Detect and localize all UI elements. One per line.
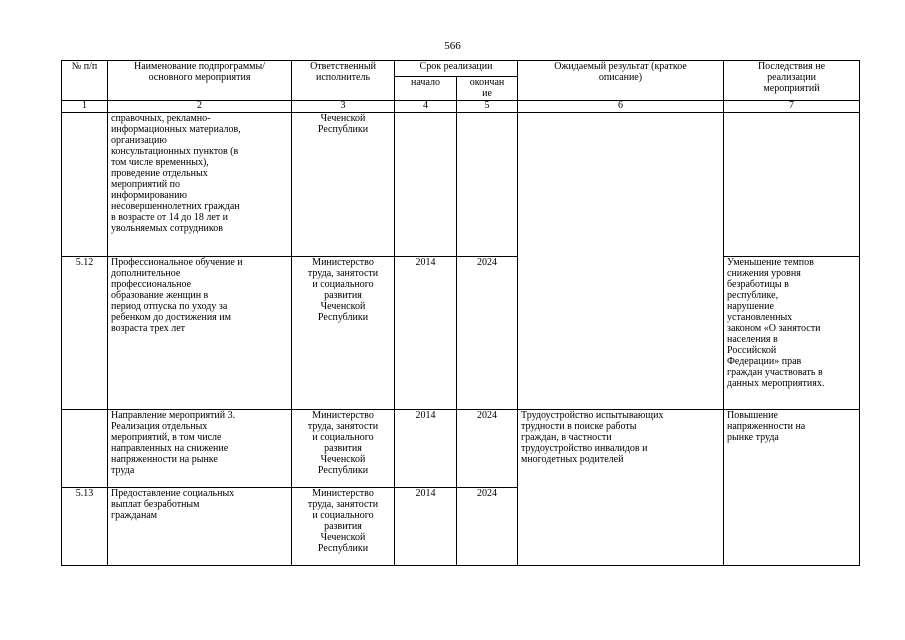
header-start: начало bbox=[395, 77, 457, 101]
page-number: 566 bbox=[444, 40, 461, 52]
row-consequences: Уменьшение темпов снижения уровня безработицы в республике, нарушение установленных законом «О занятости населения в Российской Федерации» прав граждан участвовать в данных мероприятиях. bbox=[724, 257, 860, 410]
row-executor: Чеченской Республики bbox=[292, 113, 395, 257]
row-executor: Министерство труда, занятости и социального развития Чеченской Республики bbox=[292, 488, 395, 566]
row-num: 5.13 bbox=[62, 488, 108, 566]
column-number: 2 bbox=[108, 101, 292, 113]
column-number: 1 bbox=[62, 101, 108, 113]
row-end: 2024 bbox=[457, 488, 518, 566]
row-end: 2024 bbox=[457, 257, 518, 410]
column-number: 4 bbox=[395, 101, 457, 113]
row-result: Трудоустройство испытывающих трудности в поиске работы граждан, в частности трудоустройство инвалидов и многодетных родителей bbox=[518, 410, 724, 566]
row-end bbox=[457, 113, 518, 257]
row-num bbox=[62, 410, 108, 488]
row-start bbox=[395, 113, 457, 257]
table-row bbox=[62, 257, 860, 410]
row-name: Профессиональное обучение и дополнительное профессиональное образование женщин в период отпуска по уходу за ребенком до достижения им возраста трех лет bbox=[108, 257, 292, 410]
header-consequences: Последствия не реализации мероприятий bbox=[724, 61, 860, 101]
row-name: Предоставление социальных выплат безработным гражданам bbox=[108, 488, 292, 566]
row-start: 2014 bbox=[395, 488, 457, 566]
column-number: 7 bbox=[724, 101, 860, 113]
header-num: № п/п bbox=[62, 61, 108, 101]
header-period: Срок реализации bbox=[395, 61, 518, 77]
table-row bbox=[62, 410, 860, 488]
column-number: 5 bbox=[457, 101, 518, 113]
header-name: Наименование подпрограммы/ основного мероприятия bbox=[108, 61, 292, 101]
column-number-row bbox=[62, 101, 860, 113]
row-name: справочных, рекламно- информационных материалов, организацию консультационных пунктов (в том числе временных), проведение отдельных мероприятий по информированию несовершеннолетних граждан в возрасте от 14 до 18 лет и увольняемых сотрудников bbox=[108, 113, 292, 257]
row-start: 2014 bbox=[395, 257, 457, 410]
table-row bbox=[62, 113, 860, 257]
header-result: Ожидаемый результат (краткое описание) bbox=[518, 61, 724, 101]
row-consequences: Повышение напряженности на рынке труда bbox=[724, 410, 860, 566]
header-end: окончан ие bbox=[457, 77, 518, 101]
header-executor: Ответственный исполнитель bbox=[292, 61, 395, 101]
row-num: 5.12 bbox=[62, 257, 108, 410]
row-executor: Министерство труда, занятости и социального развития Чеченской Республики bbox=[292, 410, 395, 488]
row-name: Направление мероприятий 3. Реализация отдельных мероприятий, в том числе направленных на снижение напряженности на рынке труда bbox=[108, 410, 292, 488]
row-consequences-empty bbox=[724, 113, 860, 257]
row-executor: Министерство труда, занятости и социального развития Чеченской Республики bbox=[292, 257, 395, 410]
program-table bbox=[61, 60, 860, 566]
column-number: 6 bbox=[518, 101, 724, 113]
row-end: 2024 bbox=[457, 410, 518, 488]
row-result-empty bbox=[518, 113, 724, 410]
column-number: 3 bbox=[292, 101, 395, 113]
row-start: 2014 bbox=[395, 410, 457, 488]
table-header-row bbox=[62, 61, 860, 77]
row-num bbox=[62, 113, 108, 257]
